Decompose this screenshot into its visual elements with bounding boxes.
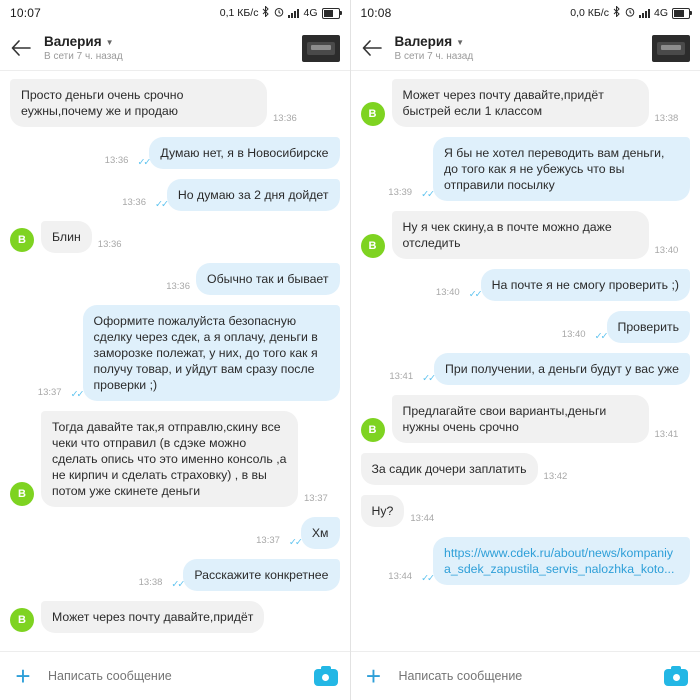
message-bubble: Тогда давайте так,я отправлю,скину все чеки что отправил (в сдэке можно сделать опись что это именно консоль ,а не кирпич и сделать страховку) , в вы потом уже скинете деньги: [41, 411, 298, 507]
message-time: 13:41: [654, 429, 679, 440]
message-bubble: Может через почту давайте,придёт: [41, 601, 264, 633]
back-arrow-icon[interactable]: [359, 35, 385, 61]
read-ticks-icon: ✓✓: [70, 388, 83, 400]
message-bubble: Оформите пожалуйста безопасную сделку через сдек, а я оплачу, деньги в заморозке полежат, у них, до того как я получу товар, и уйдут вам сразу после проверки ;): [83, 305, 340, 401]
message-time: 13:40: [561, 329, 586, 340]
network-type-label: 4G: [303, 7, 318, 19]
message-bubble: За садик дочери заплатить: [361, 453, 538, 485]
message-time: 13:38: [138, 577, 163, 588]
signal-bars-icon: [639, 8, 650, 18]
message-time: 13:40: [654, 245, 679, 256]
message-time: 13:37: [37, 387, 62, 398]
camera-icon[interactable]: [314, 666, 338, 686]
message-row: [10, 221, 340, 253]
camera-icon[interactable]: [664, 666, 688, 686]
message-row: [10, 601, 340, 633]
avatar[interactable]: B: [361, 418, 385, 442]
message-time: 13:36: [97, 239, 122, 250]
attach-plus-icon[interactable]: +: [15, 661, 31, 691]
avatar[interactable]: B: [361, 102, 385, 126]
message-time: 13:36: [122, 197, 146, 208]
message-list-left[interactable]: [0, 71, 350, 651]
message-row: [361, 137, 691, 201]
contact-name-label: Валерия: [44, 34, 102, 49]
message-bubble: Я бы не хотел переводить вам деньги, до того как я не убежусь что вы отправили посылку: [433, 137, 690, 201]
chevron-down-icon[interactable]: ▼: [456, 38, 465, 47]
message-row: [361, 269, 691, 301]
read-ticks-icon: ✓✓: [468, 288, 481, 300]
message-bubble: На почте я не смогу проверить ;): [481, 269, 690, 301]
message-row: [361, 453, 691, 485]
read-ticks-icon: ✓✓: [421, 572, 433, 584]
message-time: 13:41: [389, 371, 414, 382]
message-row: [10, 559, 340, 591]
message-row: [10, 263, 340, 295]
chat-title-block[interactable]: [44, 34, 292, 62]
avatar[interactable]: B: [10, 228, 34, 252]
data-rate-label: 0,1 КБ/с: [219, 7, 259, 19]
contact-name-label: Валерия: [394, 34, 453, 49]
chat-header-right: [351, 26, 700, 71]
message-row: [361, 311, 691, 343]
read-ticks-icon: ✓✓: [422, 372, 435, 384]
message-row: [10, 179, 340, 211]
data-rate-label: 0,0 КБ/с: [570, 7, 609, 19]
message-composer-left: [0, 651, 350, 700]
message-time: 13:44: [410, 513, 435, 524]
message-row: [361, 211, 691, 259]
message-time: 13:44: [388, 571, 413, 582]
message-bubble: Блин: [41, 221, 92, 253]
chat-header-left: [0, 26, 350, 71]
message-bubble: Может через почту давайте,придёт быстрей если 1 классом: [392, 79, 649, 127]
message-bubble: Обычно так и бывает: [196, 263, 340, 295]
message-time: 13:36: [273, 113, 297, 124]
chevron-down-icon[interactable]: ▼: [105, 38, 114, 47]
battery-icon: [672, 8, 690, 19]
avatar[interactable]: B: [10, 608, 34, 632]
message-bubble: Но думаю за 2 дня дойдет: [167, 179, 340, 211]
read-ticks-icon: ✓✓: [155, 198, 167, 210]
status-bar-left: [0, 0, 350, 26]
message-time: 13:42: [543, 471, 568, 482]
contact-status: В сети 7 ч. назад: [44, 51, 123, 62]
avatar[interactable]: B: [10, 482, 34, 506]
message-row: [361, 79, 691, 127]
message-composer-right: [351, 651, 700, 700]
message-time: 13:36: [104, 155, 129, 166]
status-clock: 10:07: [10, 6, 42, 20]
message-bubble: Ну?: [361, 495, 405, 527]
status-bar-right: [351, 0, 700, 26]
network-type-label: 4G: [653, 7, 668, 19]
message-time: 13:37: [256, 535, 280, 546]
message-time: 13:36: [166, 281, 190, 292]
attach-plus-icon[interactable]: +: [365, 661, 382, 691]
message-row: [361, 537, 691, 585]
message-row: [10, 137, 340, 169]
message-bubble: Думаю нет, я в Новосибирске: [149, 137, 339, 169]
back-arrow-icon[interactable]: [8, 35, 34, 61]
read-ticks-icon: ✓✓: [421, 188, 433, 200]
phone-screen-right: [351, 0, 700, 700]
message-row: [361, 395, 691, 443]
message-bubble: Хм: [301, 517, 340, 549]
message-bubble: Просто деньги очень срочно еужны,почему же и продаю: [10, 79, 267, 127]
message-row: [10, 305, 340, 401]
read-ticks-icon: ✓✓: [288, 536, 301, 548]
alarm-icon: [274, 7, 284, 20]
signal-bars-icon: [288, 8, 299, 18]
message-bubble: Ну я чек скину,а в почте можно даже отследить: [392, 211, 649, 259]
message-row: [361, 353, 691, 385]
message-time: 13:38: [654, 113, 679, 124]
product-thumbnail[interactable]: [302, 35, 340, 62]
message-row: [361, 495, 691, 527]
contact-status: В сети 7 ч. назад: [394, 51, 474, 62]
message-time: 13:39: [388, 187, 413, 198]
alarm-icon: [625, 7, 635, 20]
message-bubble: Расскажите конкретнее: [183, 559, 339, 591]
chat-title-block[interactable]: [395, 34, 643, 62]
status-clock: 10:08: [360, 6, 392, 20]
message-bubble: При получении, а деньги будут у вас уже: [434, 353, 690, 385]
message-input[interactable]: [397, 668, 653, 684]
message-input[interactable]: [46, 668, 302, 684]
message-row: [10, 517, 340, 549]
read-ticks-icon: ✓✓: [137, 156, 150, 168]
message-time: 13:37: [304, 493, 328, 504]
contact-name: [395, 34, 643, 49]
product-thumbnail[interactable]: [652, 35, 690, 62]
avatar[interactable]: B: [361, 234, 385, 258]
message-bubble: Предлагайте свои варианты,деньги нужны очень срочно: [392, 395, 649, 443]
message-time: 13:40: [435, 287, 460, 298]
read-ticks-icon: ✓✓: [171, 578, 184, 590]
bluetooth-icon: [262, 6, 270, 20]
message-row: [10, 79, 340, 127]
message-row: [10, 411, 340, 507]
contact-name: [44, 34, 292, 49]
bluetooth-icon: [613, 6, 621, 20]
battery-icon: [322, 8, 340, 19]
message-list-right[interactable]: [351, 71, 700, 651]
read-ticks-icon: ✓✓: [594, 330, 607, 342]
message-bubble: Проверить: [607, 311, 691, 343]
message-link-bubble[interactable]: https://www.cdek.ru/about/news/kompaniya_sdek_zapustila_servis_nalozhka_koto...: [433, 537, 690, 585]
